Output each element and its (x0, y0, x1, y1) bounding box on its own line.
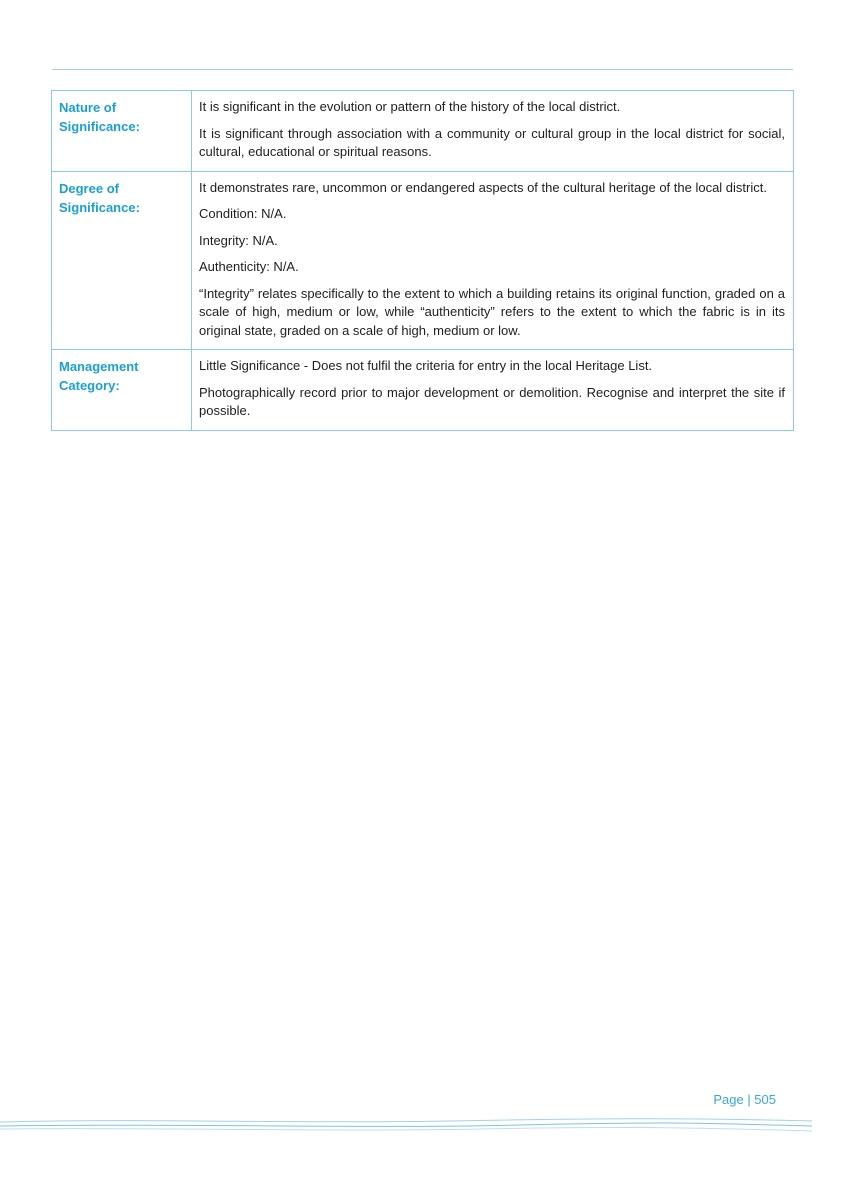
row-label-cell (52, 171, 192, 350)
paragraph: It demonstrates rare, uncommon or endangered aspects of the cultural heritage of the local district. (199, 179, 767, 195)
row-label: Degree of Significance: (59, 180, 140, 215)
paragraph: “Integrity” relates specifically to the extent to which a building retains its original function, graded on a scale of high, medium or low, while “authenticity” refers to the extent to which the fabric is in its original state, graded on a scale of high, medium or low. (199, 285, 785, 338)
paragraph: Photographically record prior to major development or demolition. Recognise and interpret the site if possible. (199, 384, 785, 418)
table-row-management-category (52, 350, 794, 431)
table-row-degree-of-significance (52, 171, 794, 350)
row-label: Management Category: (59, 359, 139, 393)
table-row-nature-of-significance (52, 91, 794, 172)
header-rule (52, 69, 793, 70)
row-value-cell (192, 350, 794, 431)
condition-text: Condition: N/A. (199, 206, 287, 221)
footer-wave-decoration (0, 1112, 844, 1140)
authenticity-text: Authenticity: N/A. (199, 259, 299, 274)
row-label-cell (52, 91, 192, 172)
paragraph: It is significant through association with a community or cultural group in the local district for social, cultural, educational or spiritual reasons. (199, 125, 785, 159)
row-label: Nature of Significance: (59, 100, 140, 134)
page-number: Page | 505 (713, 1092, 776, 1107)
row-value-cell (192, 171, 794, 350)
paragraph: It is significant in the evolution or pattern of the history of the local district. (199, 99, 621, 114)
integrity-text: Integrity: N/A. (199, 232, 278, 248)
row-label-cell (52, 350, 192, 431)
paragraph: Little Significance - Does not fulfil the criteria for entry in the local Heritage List. (199, 358, 653, 373)
row-value-cell (192, 91, 794, 172)
significance-table (51, 90, 794, 431)
